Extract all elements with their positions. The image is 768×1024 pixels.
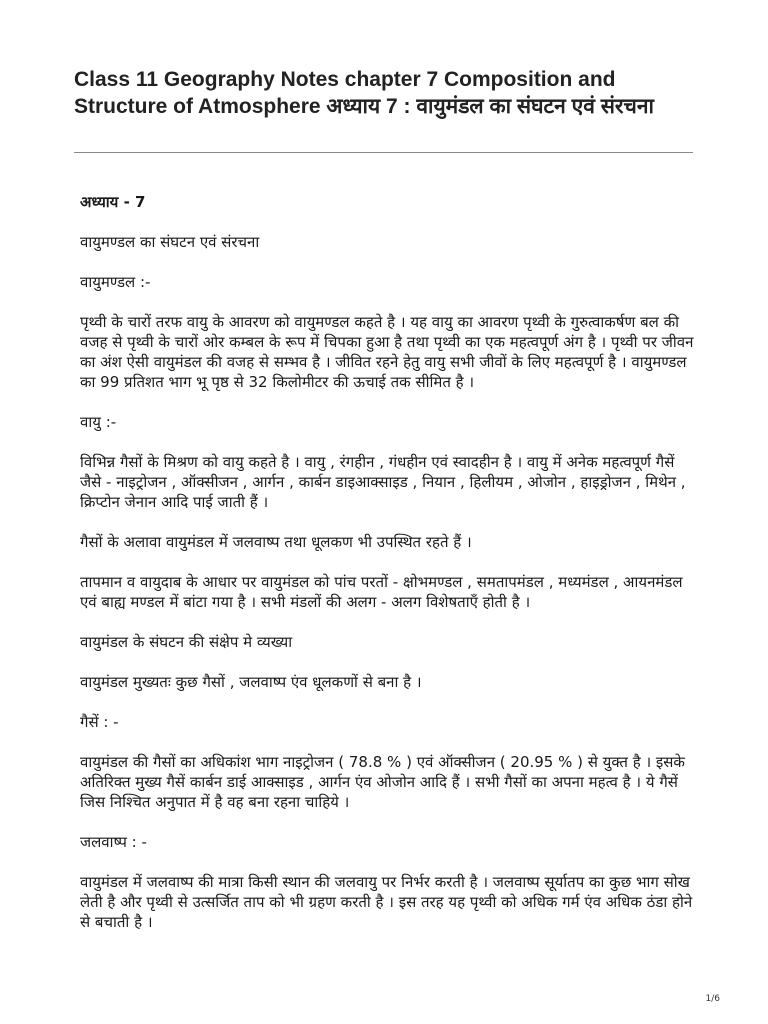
- paragraph-air: विभिन्न गैसों के मिश्रण को वायु कहते है । वायु , रंगहीन , गंधहीन एवं स्वादहीन है । वायु में अनेक महत्वपूर्ण गैसें जैसे - नाइट्रोजन , ऑक्सीजन , आर्गन , कार्बन डाइआक्साइड , नियान , हिलीयम , ओजोन , हाइड्रोजन , मिथेन , क्रिप्टोन जेनान आदि पाई जाती हैं ।: [80, 453, 686, 511]
- page-number: 1/6: [705, 994, 720, 1004]
- heading-gases: गैसें : -: [80, 713, 119, 731]
- heading-composition: वायुमंडल के संघटन की संक्षेप मे व्यख्या: [80, 633, 293, 651]
- paragraph-water-vapour: वायुमंडल में जलवाष्प की मात्रा किसी स्थान की जलवायु पर निर्भर करती है । जलवाष्प सूर्यातप का कुछ भाग सोख लेती है और पृथ्वी से उत्सर्जित ताप को भी ग्रहण करती है । इस तरह यह पृथ्वी को अधिक गर्म एंव अधिक ठंडा होने से बचाती है ।: [80, 873, 693, 931]
- heading-atmosphere: वायुमण्डल :-: [80, 273, 151, 291]
- document-body: [80, 192, 700, 952]
- paragraph-atmosphere: पृथ्वी के चारों तरफ वायु के आवरण को वायुमण्डल कहते है । यह वायु का आवरण पृथ्वी के गुरुत्वाकर्षण बल की वजह से पृथ्वी के चारों ओर कम्बल के रूप में चिपका हुआ है तथा पृथ्वी का एक महत्वपूर्ण अंग है । पृथ्वी पर जीवन का अंश ऐसी वायुमंडल की वजह से सम्भव है । जीवित रहने हेतु वायु सभी जीवों के लिए महत्वपूर्ण है । वायुमण्डल का 99 प्रतिशत भाग भू पृष्ठ से 32 किलोमीटर की ऊचाई तक सीमित है ।: [80, 313, 694, 391]
- page-title: Class 11 Geography Notes chapter 7 Composition and Structure of Atmosphere अध्याय 7 : वायुमंडल का संघटन एवं संरचना: [74, 68, 654, 118]
- paragraph-vapour-dust: गैसों के अलावा वायुमंडल में जलवाष्प तथा धूलकण भी उपस्थित रहते हैं ।: [80, 533, 472, 551]
- paragraph-composition: वायुमंडल मुख्यतः कुछ गैसों , जलवाष्प एंव धूलकणों से बना है ।: [80, 673, 422, 691]
- title-divider: [74, 152, 693, 153]
- heading-water-vapour: जलवाष्प : -: [80, 833, 147, 851]
- heading-air: वायु :-: [80, 413, 117, 431]
- chapter-subtitle: वायुमण्डल का संघटन एवं संरचना: [80, 233, 260, 251]
- paragraph-gases: वायुमंडल की गैसों का अधिकांश भाग नाइट्रोजन ( 78.8 % ) एवं ऑक्सीजन ( 20.95 % ) से युक्त है । इसके अतिरिक्त मुख्य गैसें कार्बन डाई आक्साइड , आर्गन एंव ओजोन आदि हैं । सभी गैसों का अपना महत्व है । ये गैसें जिस निश्चित अनुपात में है वह बना रहना चाहिये ।: [80, 753, 685, 811]
- paragraph-layers: तापमान व वायुदाब के आधार पर वायुमंडल को पांच परतों - क्षोभमण्डल , समतापमंडल , मध्यमंडल , आयनमंडल एवं बाह्य मण्डल में बांटा गया है । सभी मंडलों की अलग - अलग विशेषताएँ होती है ।: [80, 573, 683, 611]
- chapter-label: अध्याय - 7: [80, 193, 146, 211]
